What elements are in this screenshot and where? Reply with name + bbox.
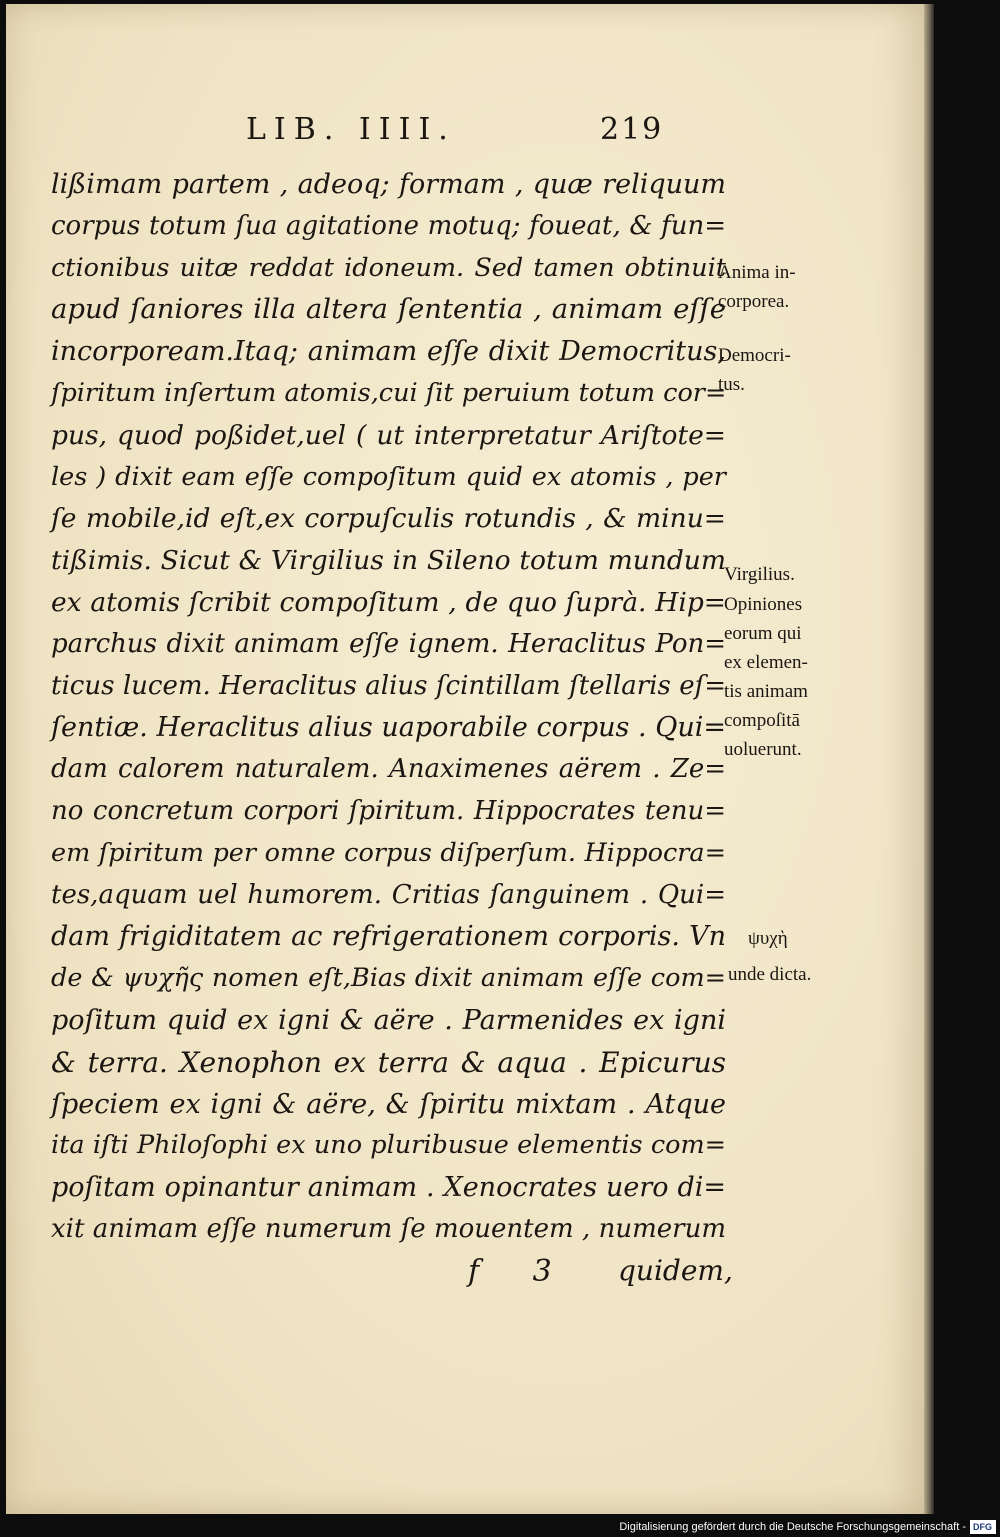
margin-note-line: Virgilius. bbox=[724, 564, 795, 585]
credit-text: Digitalisierung gefördert durch die Deutsche Forschungsgemeinschaft - bbox=[619, 1521, 966, 1533]
text-line: apud ſaniores illa altera ſententia , animam eſſe bbox=[51, 293, 726, 326]
margin-note-line: tus. bbox=[718, 374, 745, 395]
dfg-logo-icon: DFG bbox=[970, 1520, 996, 1534]
text-line: dam calorem naturalem. Anaximenes aërem . Ze= bbox=[51, 754, 726, 785]
text-line: em ſpiritum per omne corpus diſperſum. Hippocra= bbox=[51, 837, 726, 868]
text-line: parchus dixit animam eſſe ignem. Heraclitus Pon= bbox=[51, 628, 726, 659]
text-line: tißimis. Sicut & Virgilius in Sileno totum mundum bbox=[51, 545, 726, 577]
margin-note-opiniones bbox=[724, 590, 808, 764]
running-head-title: LIB. IIII. bbox=[246, 112, 456, 147]
margin-note-democritus bbox=[718, 341, 791, 399]
margin-note-line: tis animam bbox=[724, 681, 808, 702]
text-line: ſpiritum inſertum atomis,cui ſit peruium totum cor= bbox=[51, 377, 727, 408]
margin-note-line: ex elemen- bbox=[724, 652, 808, 673]
page-number: 219 bbox=[600, 112, 664, 147]
text-line: & terra. Xenophon ex terra & aqua . Epicurus bbox=[51, 1045, 726, 1079]
margin-note-line: corporea. bbox=[718, 291, 790, 312]
margin-note-anima bbox=[718, 258, 796, 316]
text-line: poſitum quid ex igni & aëre . Parmenides ex igni bbox=[51, 1004, 726, 1036]
text-line: lißimam partem , adeoq; formam , quæ reliquum bbox=[51, 169, 726, 200]
text-line: poſitam opinantur animam . Xenocrates uero di= bbox=[51, 1172, 726, 1204]
text-line: xit animam eſſe numerum ſe mouentem , numerum bbox=[51, 1213, 726, 1244]
margin-note-line: compoſitā bbox=[724, 710, 800, 731]
text-line: ſentiæ. Heraclitus alius uaporabile corpus . Qui= bbox=[51, 712, 726, 744]
margin-note-line: unde dicta. bbox=[728, 964, 812, 985]
catchword: quidem, bbox=[618, 1254, 733, 1287]
margin-note-line: Democri- bbox=[718, 345, 791, 366]
text-line: dam frigiditatem ac refrigerationem corporis. Vn bbox=[51, 921, 726, 953]
page-footer bbox=[6, 1254, 924, 1298]
text-line: ſpeciem ex igni & aëre, & ſpiritu mixtam . Atque bbox=[51, 1088, 726, 1120]
text-line: corpus totum ſua agitatione motuq; foueat, & fun= bbox=[51, 210, 726, 241]
text-line: incorpoream.Itaq; animam eſſe dixit Democritus, bbox=[51, 336, 726, 368]
signature-mark: f 3 bbox=[468, 1254, 574, 1289]
margin-note-virgilius bbox=[724, 560, 795, 589]
text-line: tes,aquam uel humorem. Critias ſanguinem . Qui= bbox=[51, 879, 726, 910]
digitization-credit bbox=[0, 1517, 1000, 1537]
margin-note-line: Anima in- bbox=[718, 262, 796, 283]
text-line: pus, quod poßidet,uel ( ut interpretatur Ariſtote= bbox=[51, 419, 726, 451]
text-line: de & ψυχῆς nomen eſt,Bias dixit animam eſſe com= bbox=[51, 963, 726, 994]
text-line: ex atomis ſcribit compoſitum , de quo ſuprà. Hip= bbox=[51, 586, 726, 618]
text-line: les ) dixit eam eſſe compoſitum quid ex atomis , per bbox=[51, 461, 726, 492]
text-line: ita iſti Philoſophi ex uno pluribusue elementis com= bbox=[51, 1130, 726, 1161]
text-line: ticus lucem. Heraclitus alius ſcintillam ſtellaris eſ= bbox=[51, 670, 726, 701]
body-text bbox=[51, 164, 726, 1251]
margin-note-line: uoluerunt. bbox=[724, 739, 802, 760]
margin-note-line: ψυχὴ bbox=[748, 928, 788, 949]
margin-note-line: eorum qui bbox=[724, 623, 802, 644]
page-edge-shadow bbox=[924, 4, 934, 1514]
margin-note-psyche bbox=[748, 924, 788, 953]
text-line: ſe mobile,id eſt,ex corpuſculis rotundis , & minu= bbox=[51, 503, 726, 535]
book-page bbox=[6, 4, 926, 1514]
text-line: no concretum corpori ſpiritum. Hippocrates tenu= bbox=[51, 795, 726, 826]
margin-note-unde-dicta bbox=[728, 960, 811, 989]
running-head bbox=[6, 112, 924, 152]
text-line: ctionibus uitæ reddat idoneum. Sed tamen obtinuit bbox=[51, 252, 726, 283]
margin-note-line: Opiniones bbox=[724, 594, 803, 615]
